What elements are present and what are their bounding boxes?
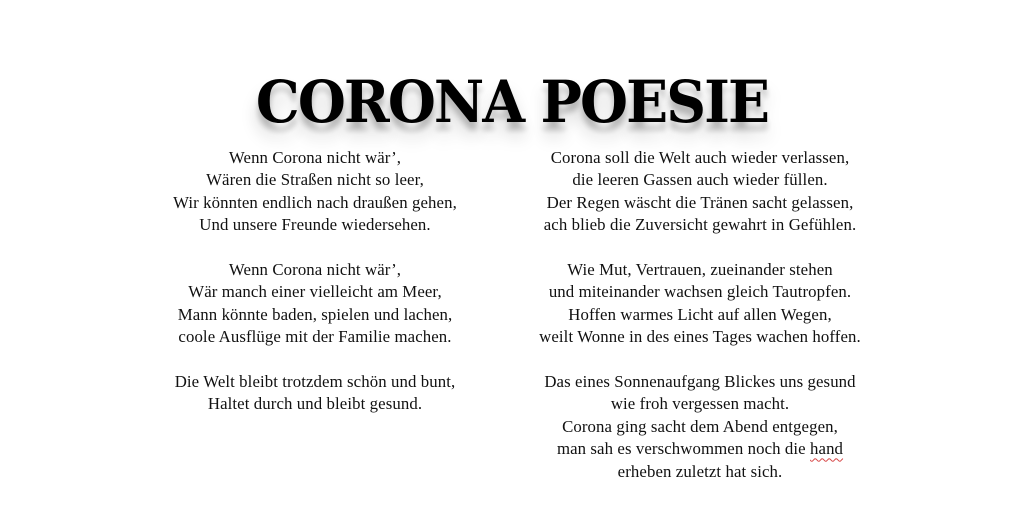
spellcheck-underlined-word: hand	[810, 439, 844, 459]
poem-line: Und unsere Freunde wiedersehen.	[199, 215, 431, 235]
left-stanza-1	[140, 147, 490, 237]
right-poem-column	[505, 147, 895, 505]
poem-line: Corona ging sacht dem Abend entgegen,	[562, 416, 838, 436]
poem-line: Wenn Corona nicht wär’,	[228, 260, 402, 280]
poem-line: Der Regen wäscht die Tränen sacht gelassen,	[546, 192, 854, 212]
poem-line: erheben zuletzt hat sich.	[617, 461, 783, 481]
poem-line: Wenn Corona nicht wär’,	[228, 148, 402, 167]
poem-line: Mann könnte baden, spielen und lachen,	[177, 304, 453, 324]
poem-line: Corona soll die Welt auch wieder verlassen,	[550, 148, 850, 167]
poem-line: Hoffen warmes Licht auf allen Wegen,	[568, 304, 832, 324]
poem-line: coole Ausflüge mit der Familie machen.	[178, 327, 452, 347]
right-stanza-2	[505, 259, 895, 349]
poem-line: Wir könnten endlich nach draußen gehen,	[173, 192, 457, 212]
left-poem-column	[140, 147, 490, 438]
poem-line: und miteinander wachsen gleich Tautropfen.	[548, 282, 852, 302]
left-stanza-3	[140, 371, 490, 416]
left-stanza-2	[140, 259, 490, 349]
poem-line: Wär manch einer vielleicht am Meer,	[188, 282, 442, 302]
poem-line: die leeren Gassen auch wieder füllen.	[572, 170, 828, 190]
poem-line: weilt Wonne in des eines Tages wachen hoffen.	[539, 327, 861, 347]
poem-line: Das eines Sonnenaufgang Blickes uns gesund	[544, 372, 856, 392]
poem-line: Haltet durch und bleibt gesund.	[207, 394, 423, 414]
right-stanza-3	[505, 371, 895, 483]
right-stanza-1	[505, 147, 895, 237]
poem-line: Wären die Straßen nicht so leer,	[206, 170, 424, 190]
poem-title: CORONA POESIE	[255, 67, 769, 136]
poem-line: Wie Mut, Vertrauen, zueinander stehen	[567, 260, 833, 280]
poem-line: Die Welt bleibt trotzdem schön und bunt,	[174, 372, 456, 392]
poem-line	[505, 438, 895, 460]
poem-line: wie froh vergessen macht.	[610, 394, 790, 414]
poem-line-text: man sah es verschwommen noch die	[556, 439, 811, 459]
poem-line: ach blieb die Zuversicht gewahrt in Gefühlen.	[543, 215, 857, 235]
